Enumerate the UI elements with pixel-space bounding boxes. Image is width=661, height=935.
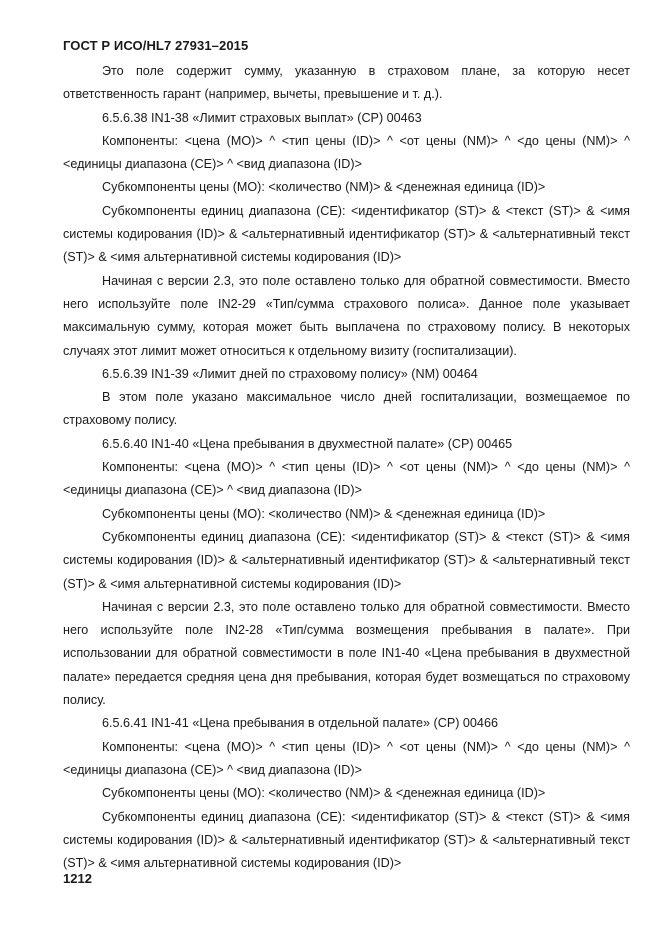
paragraph-components: Компоненты: <цена (MO)> ^ <тип цены (ID)> ^ <от цены (NM)> ^ <до цены (NM)> ^ <единицы диапазона (CE)> ^ <вид диапазона (ID)> <box>63 739 630 777</box>
paragraph-range-subcomponents: Субкомпоненты единиц диапазона (CE): <идентификатор (ST)> & <текст (ST)> & <имя системы кодирования (ID)> & <альтернативный идентификатор (ST)> & <альтернативный текст (ST)> & <имя альтернативной системы кодирования (ID)> <box>63 529 630 591</box>
section-heading-6-5-6-40: 6.5.6.40 IN1-40 «Цена пребывания в двухместной палате» (CP) 00465 <box>102 436 513 451</box>
paragraph-compatibility-note: Начиная с версии 2.3, это поле оставлено только для обратной совместимости. Вместо него используйте поле IN2-28 «Тип/сумма возмещения пребывания в палате». При использовании для обратной совместимости в поле IN1-40 «Цена пребывания в двухместной палате» передается средняя цена дня пребывания, которая будет возмещаться по страховому полису. <box>63 599 630 708</box>
paragraph-price-subcomponents: Субкомпоненты цены (MO): <количество (NM)> & <денежная единица (ID)> <box>102 180 546 195</box>
paragraph-price-subcomponents: Субкомпоненты цены (MO): <количество (NM)> & <денежная единица (ID)> <box>102 506 546 521</box>
paragraph-compatibility-note: Начиная с версии 2.3, это поле оставлено только для обратной совместимости. Вместо него используйте поле IN2-29 «Тип/сумма страхового полиса». Данное поле указывает максимальную сумму, которая может быть выплачена по страховому полису. В некоторых случаях этот лимит может относиться к отдельному визиту (госпитализации). <box>63 273 630 358</box>
paragraph-range-subcomponents: Субкомпоненты единиц диапазона (CE): <идентификатор (ST)> & <текст (ST)> & <имя системы кодирования (ID)> & <альтернативный идентификатор (ST)> & <альтернативный текст (ST)> & <имя альтернативной системы кодирования (ID)> <box>63 809 630 871</box>
section-heading-6-5-6-41: 6.5.6.41 IN1-41 «Цена пребывания в отдельной палате» (CP) 00466 <box>102 716 498 731</box>
document-header: ГОСТ Р ИСО/HL7 27931–2015 <box>63 38 249 53</box>
page-number: 1212 <box>63 871 92 886</box>
paragraph-components: Компоненты: <цена (MO)> ^ <тип цены (ID)> ^ <от цены (NM)> ^ <до цены (NM)> ^ <единицы диапазона (CE)> ^ <вид диапазона (ID)> <box>63 460 630 498</box>
document-body <box>63 60 630 875</box>
paragraph-price-subcomponents: Субкомпоненты цены (MO): <количество (NM)> & <денежная единица (ID)> <box>102 786 546 801</box>
paragraph-days-limit: В этом поле указано максимальное число дней госпитализации, возмещаемое по страховому полису. <box>63 390 630 428</box>
section-heading-6-5-6-39: 6.5.6.39 IN1-39 «Лимит дней по страховому полису» (NM) 00464 <box>102 366 478 381</box>
paragraph-range-subcomponents: Субкомпоненты единиц диапазона (CE): <идентификатор (ST)> & <текст (ST)> & <имя системы кодирования (ID)> & <альтернативный идентификатор (ST)> & <альтернативный текст (ST)> & <имя альтернативной системы кодирования (ID)> <box>63 203 630 265</box>
paragraph-components: Компоненты: <цена (MO)> ^ <тип цены (ID)> ^ <от цены (NM)> ^ <до цены (NM)> ^ <единицы диапазона (CE)> ^ <вид диапазона (ID)> <box>63 133 630 172</box>
paragraph-intro: Это поле содержит сумму, указанную в страховом плане, за которую несет ответственность гарант (например, вычеты, превышение и т. д.). <box>63 64 630 102</box>
section-heading-6-5-6-38: 6.5.6.38 IN1-38 «Лимит страховых выплат» (CP) 00463 <box>102 110 422 125</box>
